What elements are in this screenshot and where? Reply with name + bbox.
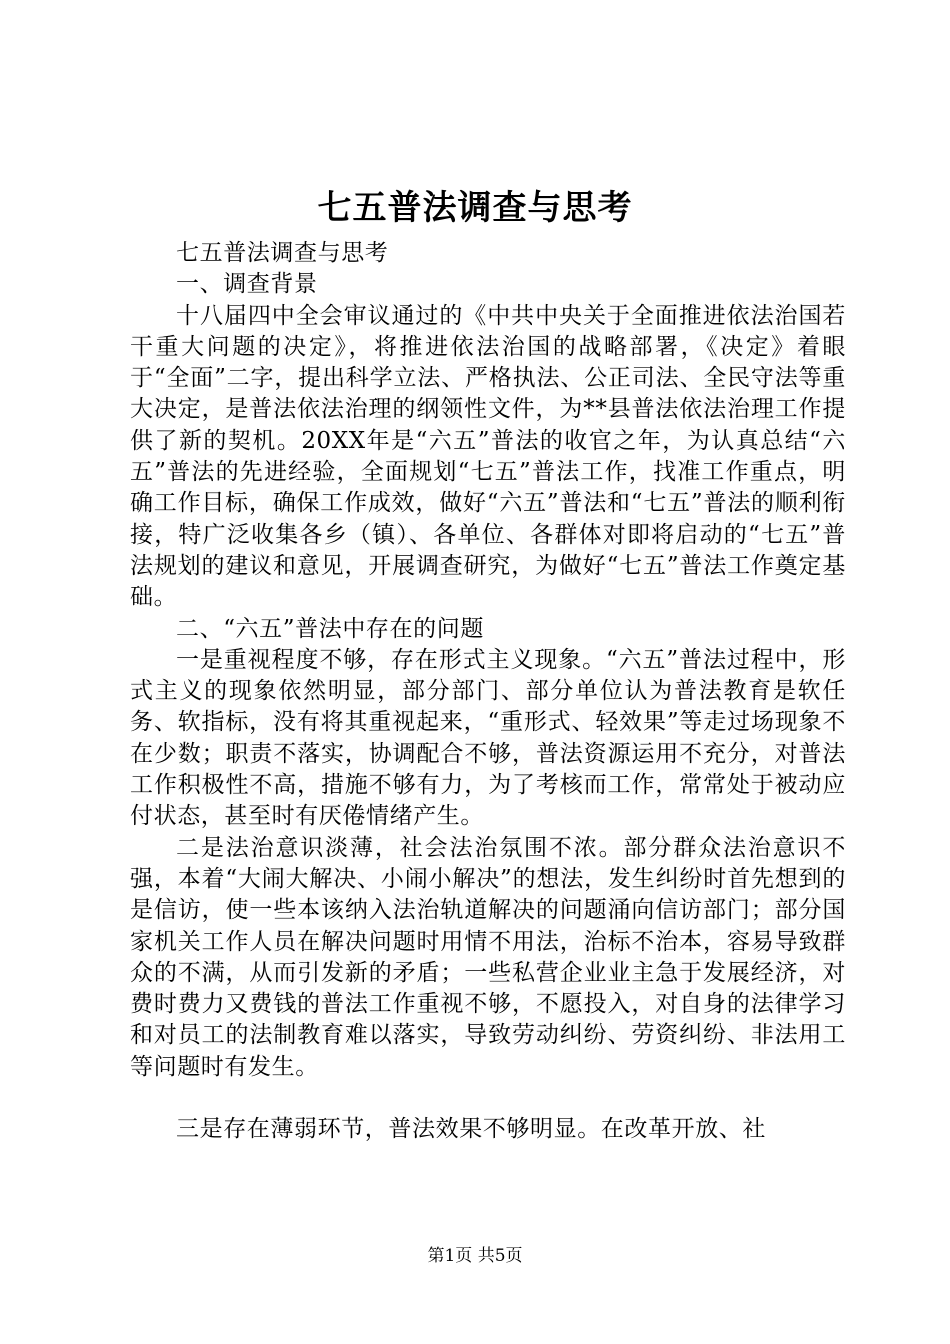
paragraph-problem-one: 一是重视程度不够，存在形式主义现象。“六五”普法过程中，形式主义的现象依然明显，部分部门、部分单位认为普法教育是软任务、软指标，没有将其重视起来，“重形式、轻效果”等走过场现象不在少数；职责不落实，协调配合不够，普法资源运用不充分，对普法工作积极性不高，措施不够有力，为了考核而工作，常常处于被动应付状态，甚至时有厌倦情绪产生。 (130, 646, 846, 830)
paragraph-background: 十八届四中全会审议通过的《中共中央关于全面推进依法治国若干重大问题的决定》，将推进依法治国的战略部署，《决定》着眼于“全面”二字，提出科学立法、严格执法、公正司法、全民守法等重大决定，是普法依法治理的纲领性文件，为**县普法依法治理工作提供了新的契机。20XX年是“六五”普法的收官之年，为认真总结“六五”普法的先进经验，全面规划“七五”普法工作，找准工作重点，明确工作目标，确保工作成效，做好“六五”普法和“七五”普法的顺利衔接，特广泛收集各乡（镇）、各单位、各群体对即将启动的“七五”普法规划的建议和意见，开展调查研究，为做好“七五”普法工作奠定基础。 (130, 302, 846, 611)
section-heading-background: 一、调查背景 (176, 271, 318, 298)
document-body (130, 238, 846, 1145)
page-number-footer: 第1页 共5页 (427, 1246, 523, 1266)
paragraph-subtitle: 七五普法调查与思考 (176, 240, 389, 266)
paragraph-problem-two: 二是法治意识淡薄，社会法治氛围不浓。部分群众法治意识不强，本着“大闹大解决、小闹小解决”的想法，发生纠纷时首先想到的是信访，使一些本该纳入法治轨道解决的问题涌向信访部门；部分国家机关工作人员在解决问题时用情不用法，治标不治本，容易导致群众的不满，从而引发新的矛盾；一些私营企业业主急于发展经济，对费时费力又费钱的普法工作重视不够，不愿投入，对自身的法律学习和对员工的法制教育难以落实，导致劳动纠纷、劳资纠纷、非法用工等问题时有发生。 (130, 834, 846, 1080)
paragraph-problem-three: 三是存在薄弱环节，普法效果不够明显。在改革开放、社 (176, 1116, 766, 1143)
document-title: 七五普法调查与思考 (317, 188, 633, 228)
section-heading-problems: 二、“六五”普法中存在的问题 (176, 615, 484, 642)
